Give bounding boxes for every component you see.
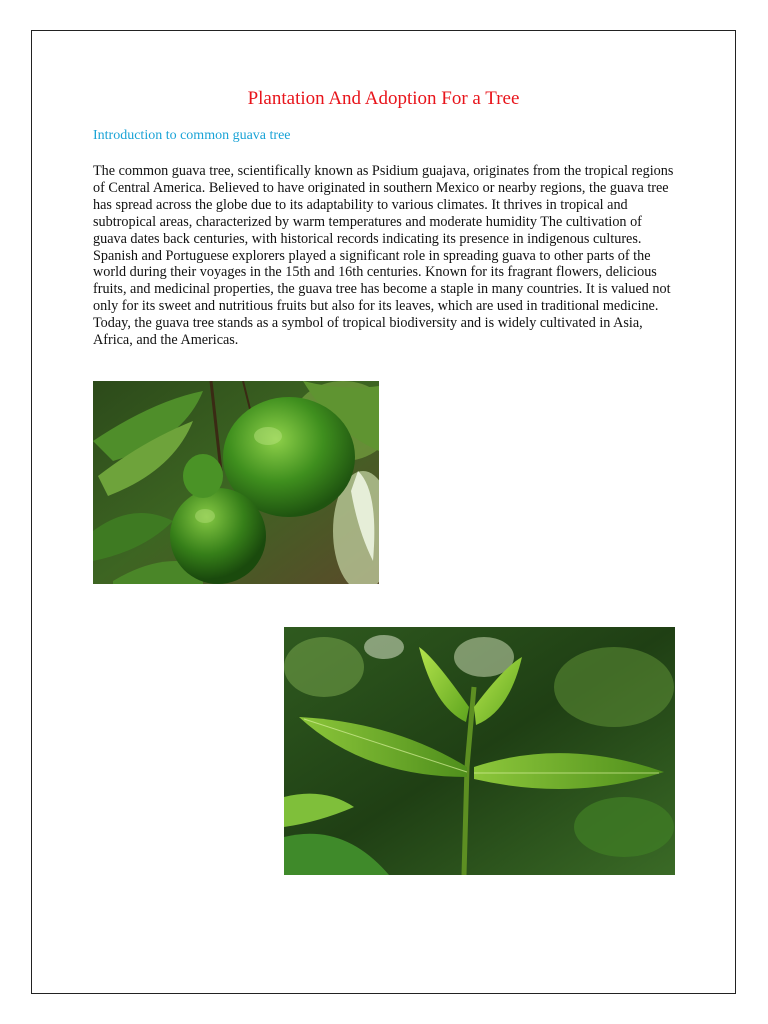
guava-leaves-photo [284, 627, 675, 875]
guava-fruit-illustration [93, 381, 379, 584]
document-title: Plantation And Adoption For a Tree [247, 88, 520, 109]
guava-leaves-illustration [284, 627, 675, 875]
body-paragraph: The common guava tree, scientifically known as Psidium guajava, originates from the tropical regions of Central America. Believed to have originated in southern Mexico or nearby regions, the guava tree has spread across the globe due to its adaptability to various climates. It thrives in tropical and subtropical areas, characterized by warm temperatures and moderate humidity The cultivation of guava dates back centuries, with historical records indicating its presence in indigenous cultures. Spanish and Portuguese explorers played a significant role in spreading guava to other parts of the world during their voyages in the 15th and 16th centuries. Known for its fragrant flowers, delicious fruits, and medicinal properties, the guava tree has become a staple in many countries. It is valued not only for its sweet and nutritious fruits but also for its leaves, which are used in traditional medicine. Today, the guava tree stands as a symbol of tropical biodiversity and is widely cultivated in Asia, Africa, and the Americas. [93, 163, 674, 349]
section-heading: Introduction to common guava tree [93, 128, 291, 143]
guava-fruit-photo [93, 381, 379, 584]
